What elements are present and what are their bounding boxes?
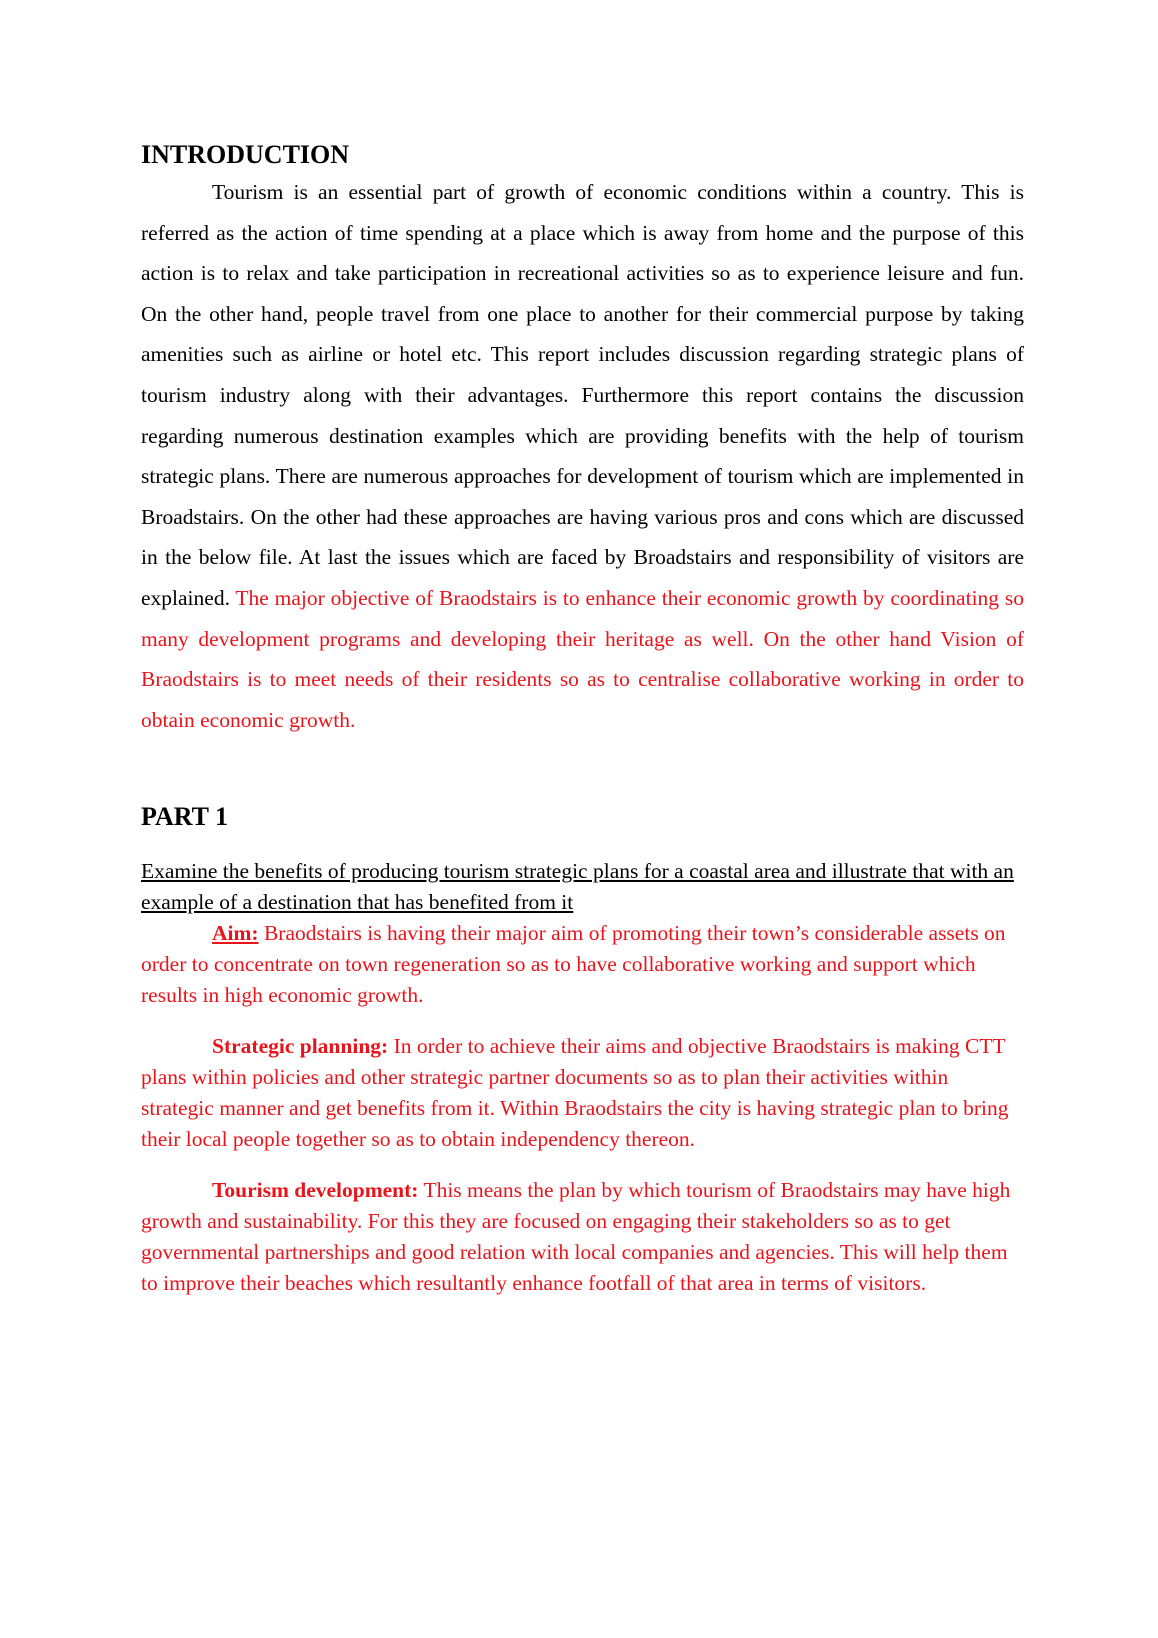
part1-heading: PART 1 (141, 802, 228, 832)
aim-paragraph (141, 918, 1024, 1011)
strategic-planning-text: In order to achieve their aims and objective Braodstairs is making CTT plans within policies and other strategic partner documents so as to plan their activities within strategic manner and get benefits from it. Within Braodstairs the city is having strategic plan to bring their local people together so as to obtain independency thereon. (141, 1034, 1009, 1152)
tourism-development-label: Tourism development: (212, 1178, 419, 1203)
document-page (141, 138, 1024, 1299)
aim-label: Aim: (212, 921, 259, 946)
introduction-paragraph (141, 172, 1024, 740)
introduction-heading: INTRODUCTION (141, 140, 350, 169)
strategic-planning-label: Strategic planning: (212, 1034, 389, 1059)
tourism-development-paragraph (141, 1175, 1024, 1299)
tourism-development-text: This means the plan by which tourism of Braodstairs may have high growth and sustainability. For this they are focused on engaging their stakeholders so as to get governmental partnerships and good relation with local companies and agencies. This will help them to improve their beaches which resultantly enhance footfall of that area in terms of visitors. (141, 1178, 1011, 1296)
introduction-body-text: Tourism is an essential part of growth of economic conditions within a country. This is referred as the action of time spending at a place which is away from home and the purpose of this action is to relax and take participation in recreational activities so as to experience leisure and fun. On the other hand, people travel from one place to another for their commercial purpose by taking amenities such as airline or hotel etc. This report includes discussion regarding strategic plans of tourism industry along with their advantages. Furthermore this report contains the discussion regarding numerous destination examples which are providing benefits with the help of tourism strategic plans. There are numerous approaches for development of tourism which are implemented in Broadstairs. On the other had these approaches are having various pros and cons which are discussed in the below file. At last the issues which are faced by Broadstairs and responsibility of visitors are explained. (141, 180, 1024, 610)
part1-question: Examine the benefits of producing tourism strategic plans for a coastal area and illustrate that with an example of a destination that has benefited from it (141, 859, 1014, 915)
aim-text: Braodstairs is having their major aim of promoting their town’s considerable assets on order to concentrate on town regeneration so as to have collaborative working and support which results in high economic growth. (141, 921, 1006, 1008)
introduction-objective-text: The major objective of Braodstairs is to enhance their economic growth by coordinating so many development programs and developing their heritage as well. On the other hand Vision of Braodstairs is to meet needs of their residents so as to centralise collaborative working in order to obtain economic growth. (141, 585, 1024, 732)
strategic-planning-paragraph (141, 1031, 1024, 1155)
